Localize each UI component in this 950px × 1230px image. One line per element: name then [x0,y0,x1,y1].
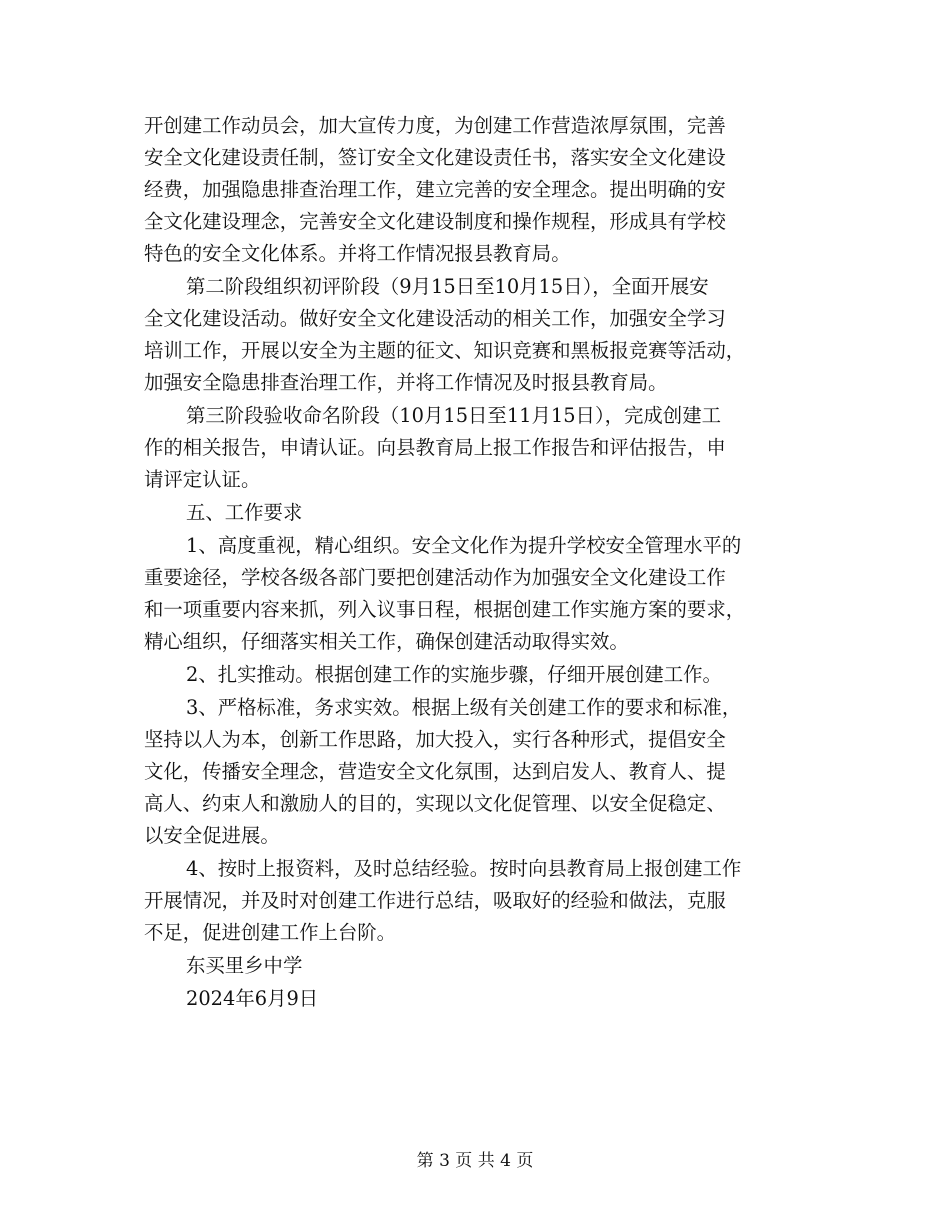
text-line: 重要途径，学校各级各部门要把创建活动作为加强安全文化建设工作 [144,566,726,589]
signature-organization: 东买里乡中学 [186,954,303,977]
text-line: 加强安全隐患排查治理工作，并将工作情况及时报县教育局。 [144,371,668,394]
text-line: 作的相关报告，申请认证。向县教育局上报工作报告和评估报告，申 [144,436,726,459]
paragraph-item-3: 3、严格标准，务求实效。根据上级有关创建工作的要求和标准， [186,696,742,719]
page-number-footer: 第 3 页 共 4 页 [416,1151,534,1171]
text-line: 精心组织，仔细落实相关工作，确保创建活动取得实效。 [144,630,629,653]
text-line: 安全文化建设责任制，签订安全文化建设责任书，落实安全文化建设 [144,146,726,169]
text-line: 以安全促进展。 [144,824,280,847]
paragraph-item-2: 2、扎实推动。根据创建工作的实施步骤，仔细开展创建工作。 [186,663,722,686]
text-line: 文化，传播安全理念，营造安全文化氛围，达到启发人、教育人、提 [144,760,726,783]
text-line: 培训工作，开展以安全为主题的征文、知识竞赛和黑板报竞赛等活动， [144,339,746,362]
section-heading-requirements: 五、工作要求 [186,501,303,524]
text-line: 全文化建设活动。做好安全文化建设活动的相关工作，加强安全学习 [144,307,726,330]
text-line: 坚持以人为本，创新工作思路，加大投入，实行各种形式，提倡安全 [144,728,726,751]
paragraph-item-4: 4、按时上报资料，及时总结经验。按时向县教育局上报创建工作 [186,857,742,880]
text-line: 请评定认证。 [144,468,261,491]
text-line: 和一项重要内容来抓，列入议事日程，根据创建工作实施方案的要求， [144,598,746,621]
paragraph-stage-three: 第三阶段验收命名阶段（10月15日至11月15日），完成创建工 [186,404,721,427]
text-line: 高人、约束人和激励人的目的，实现以文化促管理、以安全促稳定、 [144,792,726,815]
paragraph-item-1: 1、高度重视，精心组织。安全文化作为提升学校安全管理水平的 [186,534,742,557]
text-line: 开创建工作动员会，加大宣传力度，为创建工作营造浓厚氛围，完善 [144,114,726,137]
text-line: 开展情况，并及时对创建工作进行总结，吸取好的经验和做法，克服 [144,889,726,912]
signature-date: 2024年6月9日 [186,987,319,1010]
paragraph-stage-two: 第二阶段组织初评阶段（9月15日至10月15日），全面开展安 [186,275,709,298]
text-line: 特色的安全文化体系。并将工作情况报县教育局。 [144,242,571,265]
text-line: 不足，促进创建工作上台阶。 [144,921,397,944]
text-line: 经费，加强隐患排查治理工作，建立完善的安全理念。提出明确的安 [144,178,726,201]
text-line: 全文化建设理念，完善安全文化建设制度和操作规程，形成具有学校 [144,210,726,233]
